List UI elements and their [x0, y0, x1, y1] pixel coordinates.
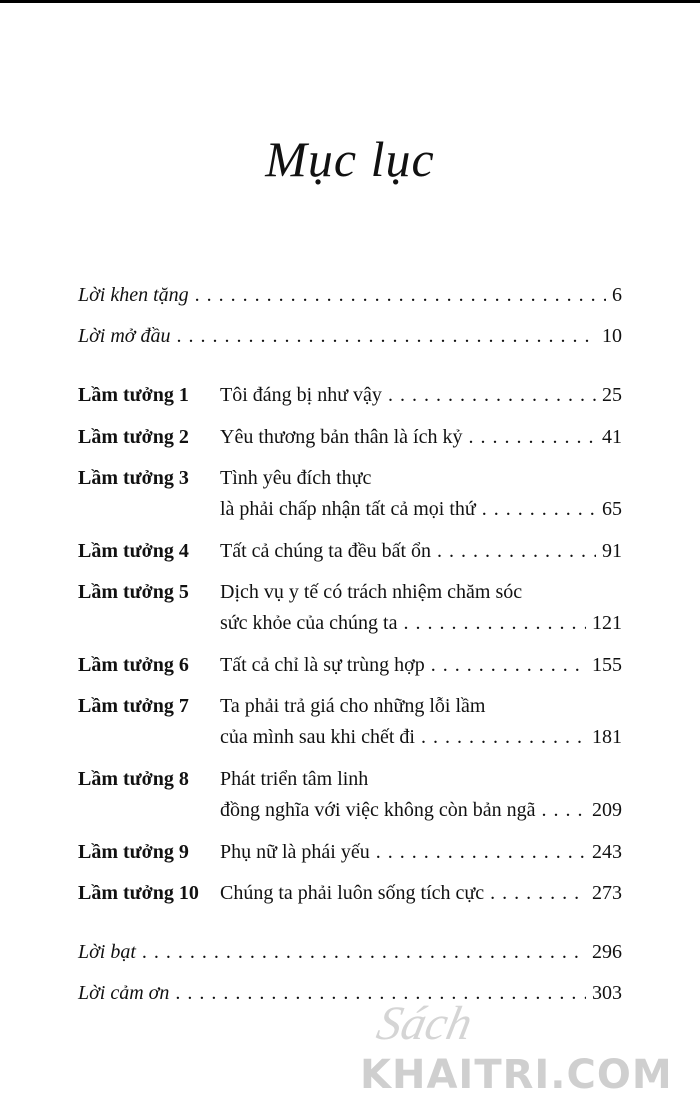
chapter-label: Lầm tưởng 10: [78, 882, 199, 904]
chapter-label: Lầm tưởng 4: [78, 540, 189, 562]
watermark-logo: [360, 997, 690, 1110]
toc-entry-lam-tuong-5[interactable]: [78, 577, 622, 639]
chapter-label: Lầm tưởng 8: [78, 768, 189, 790]
chapter-label: Lầm tưởng 1: [78, 384, 189, 406]
dot-leader: [388, 380, 596, 411]
chapter-title: Tất cả chúng ta đều bất ổn: [220, 540, 432, 562]
dot-leader: [376, 837, 586, 868]
chapter-label: Lầm tưởng 7: [78, 695, 189, 717]
toc-entry-lam-tuong-10[interactable]: [78, 878, 622, 909]
chapter-title-continued: sức khỏe của chúng ta: [220, 612, 398, 634]
chapter-title-continued: là phải chấp nhận tất cả mọi thứ: [220, 498, 476, 520]
toc-page-number: 41: [602, 426, 622, 448]
watermark-site-text: KHAITRI.COM: [360, 1052, 673, 1098]
toc-page-number: 65: [602, 498, 622, 520]
chapter-title: Tất cả chỉ là sự trùng hợp: [220, 654, 425, 676]
toc-page-number: 25: [602, 384, 622, 406]
chapter-title: Yêu thương bản thân là ích kỷ: [220, 426, 463, 448]
toc-entry-loi-bat[interactable]: [78, 937, 622, 968]
dot-leader: [468, 422, 596, 453]
dot-leader: [482, 494, 596, 525]
toc-page-number: 6: [612, 284, 622, 306]
page-title: Mục lục: [265, 131, 435, 187]
toc-entry-text: Lời cảm ơn: [78, 982, 170, 1004]
toc-entry-text: Lời mở đầu: [78, 325, 171, 347]
toc-page-number: 209: [592, 799, 622, 821]
chapter-title: Chúng ta phải luôn sống tích cực: [220, 882, 485, 904]
toc-entry-lam-tuong-2[interactable]: [78, 422, 622, 453]
toc-page-number: 91: [602, 540, 622, 562]
chapter-label: Lầm tưởng 3: [78, 467, 189, 489]
toc-page-number: 181: [592, 726, 622, 748]
dot-leader: [195, 280, 606, 311]
toc-entry-text: Lời bạt: [78, 941, 136, 963]
dot-leader: [142, 937, 586, 968]
dot-leader: [403, 608, 586, 639]
toc-page-number: 121: [592, 612, 622, 634]
toc-page-number: 273: [592, 882, 622, 904]
chapter-title: Tôi đáng bị như vậy: [220, 384, 382, 406]
toc-page-number: 303: [592, 982, 622, 1004]
dot-leader: [437, 536, 596, 567]
watermark-script-text: Sách: [372, 997, 477, 1050]
toc-entry-loi-mo-dau[interactable]: [78, 321, 622, 352]
dot-leader: [542, 795, 586, 826]
chapter-title-continued: của mình sau khi chết đi: [220, 726, 415, 748]
chapter-title: Phát triển tâm linh: [220, 768, 369, 790]
toc-page-number: 243: [592, 841, 622, 863]
toc-entry-lam-tuong-1[interactable]: [78, 380, 622, 411]
toc-entry-lam-tuong-8[interactable]: [78, 764, 622, 826]
toc-page-number: 10: [602, 325, 622, 347]
toc-page-number: 155: [592, 654, 622, 676]
dot-leader: [176, 321, 596, 352]
toc-entry-lam-tuong-9[interactable]: [78, 837, 622, 868]
toc-entry-lam-tuong-3[interactable]: [78, 463, 622, 525]
toc-page-number: 296: [592, 941, 622, 963]
chapter-label: Lầm tưởng 6: [78, 654, 189, 676]
dot-leader: [421, 722, 586, 753]
chapter-title: Phụ nữ là phái yếu: [220, 841, 370, 863]
chapter-title-continued: đồng nghĩa với việc không còn bản ngã: [220, 799, 536, 821]
toc-entry-lam-tuong-7[interactable]: [78, 691, 622, 753]
dot-leader: [431, 650, 586, 681]
chapter-title: Tình yêu đích thực: [220, 467, 372, 489]
top-border: [0, 0, 700, 3]
toc-entry-lam-tuong-4[interactable]: [78, 536, 622, 567]
chapter-label: Lầm tưởng 2: [78, 426, 189, 448]
chapter-label: Lầm tưởng 9: [78, 841, 189, 863]
chapter-label: Lầm tưởng 5: [78, 581, 189, 603]
chapter-title: Ta phải trả giá cho những lỗi lầm: [220, 695, 486, 717]
chapter-title: Dịch vụ y tế có trách nhiệm chăm sóc: [220, 581, 523, 603]
dot-leader: [490, 878, 586, 909]
toc-entry-text: Lời khen tặng: [78, 284, 189, 306]
toc-entry-lam-tuong-6[interactable]: [78, 650, 622, 681]
toc-entry-loi-khen-tang[interactable]: [78, 280, 622, 311]
